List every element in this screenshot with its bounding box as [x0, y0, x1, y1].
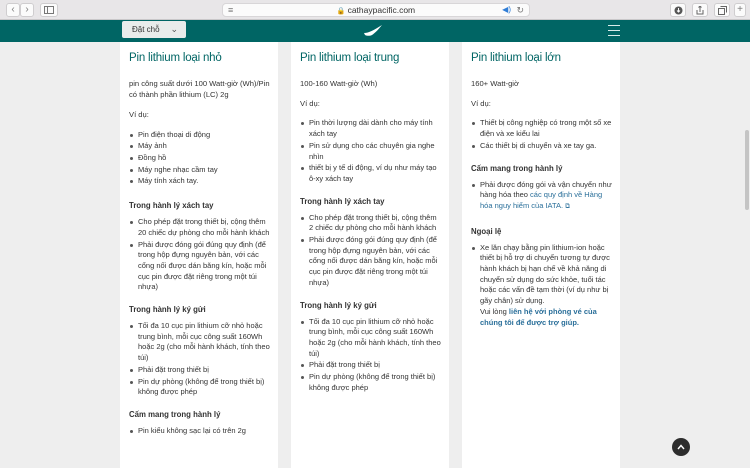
list-item: Pin dự phòng (không để trong thiết bị) không được phép	[300, 372, 441, 393]
speaker-icon[interactable]: ◀)	[502, 5, 511, 14]
section-list	[471, 180, 612, 213]
site-header	[0, 20, 750, 42]
tabs-icon	[718, 6, 727, 15]
list-item: Cho phép đặt trong thiết bị, cộng thêm 20 chiếc dự phòng cho mỗi hành khách	[129, 217, 270, 238]
examples-label: Ví dụ:	[300, 99, 320, 109]
section-heading: Cấm mang trong hành lý	[129, 409, 221, 419]
external-link-icon: ⧉	[565, 202, 570, 210]
list-item: Cho phép đặt trong thiết bị, cộng thêm 2 chiếc dự phòng cho mỗi hành khách	[300, 213, 441, 234]
share-button[interactable]	[692, 3, 708, 17]
column-title: Pin lithium loại trung	[300, 52, 400, 64]
section-list	[471, 243, 612, 329]
url-text: cathaypacific.com	[347, 5, 416, 15]
list-item: Các thiết bị di chuyển và xe tay ga.	[471, 141, 612, 152]
booking-dropdown[interactable]	[122, 21, 186, 38]
section-heading: Trong hành lý ký gửi	[129, 305, 206, 315]
list-item: Pin sử dụng cho các chuyên gia nghe nhìn	[300, 141, 441, 162]
section-list	[129, 321, 270, 398]
column-large-battery	[462, 42, 620, 468]
sidebar-icon	[44, 6, 54, 14]
contact-prefix: Vui lòng	[480, 306, 509, 316]
list-item: Phải đặt trong thiết bị	[300, 360, 441, 371]
column-description: 100-160 Watt-giờ (Wh)	[300, 79, 378, 88]
back-button[interactable]: ‹	[6, 3, 20, 17]
section-list	[300, 213, 441, 289]
list-item: Máy nghe nhạc cầm tay	[129, 165, 270, 176]
section-list	[300, 317, 441, 394]
list-item: Pin kiểu không sạc lại có trên 2g	[129, 426, 270, 437]
chevron-up-icon	[677, 444, 685, 450]
contact-ticket-office-link[interactable]: liên hệ với phòng vé của chúng tôi để được trợ giúp.	[480, 306, 597, 327]
column-title: Pin lithium loại nhỏ	[129, 52, 222, 64]
tabs-button[interactable]	[714, 3, 730, 17]
address-bar[interactable]	[222, 3, 530, 17]
list-item: Tối đa 10 cục pin lithium cỡ nhỏ hoặc trung bình, mỗi cục công suất 160Wh hoặc 2g (cho mỗi hành khách, tính theo túi)	[300, 317, 441, 360]
list-item	[471, 180, 612, 213]
section-heading: Ngoại lệ	[471, 226, 502, 236]
download-icon	[674, 6, 683, 15]
list-item: Pin thời lượng dài dành cho máy tính xách tay	[300, 118, 441, 139]
column-small-battery	[120, 42, 278, 468]
list-item: Phải đặt trong thiết bị	[129, 365, 270, 376]
list-item: Pin điện thoại di động	[129, 130, 270, 141]
menu-icon[interactable]	[608, 25, 620, 36]
column-description: 160+ Watt-giờ	[471, 79, 519, 88]
cathay-logo[interactable]	[363, 24, 383, 38]
column-title: Pin lithium loại lớn	[471, 52, 561, 64]
reload-icon[interactable]: ↻	[516, 5, 524, 15]
exception-text: Xe lăn chạy bằng pin lithium-ion hoặc thiết bị hỗ trợ di chuyển tương tự được hành khách bị hạn chế về khả năng di chuyển sử dụng do sức khỏe, tuổi tác hoặc các vấn đề tạm thời (ví dụ như bị gãy chân) sử dụng.	[480, 242, 610, 306]
list-item: Thiết bị công nghiệp có trong một số xe điện và xe kiểu lai	[471, 118, 612, 139]
list-item: Tối đa 10 cục pin lithium cỡ nhỏ hoặc trung bình, mỗi cục công suất 160Wh hoặc 2g (cho mỗi hành khách, tính theo túi)	[129, 321, 270, 364]
section-list	[129, 426, 270, 437]
ban-text: Phải được đóng gói và vận chuyển như hàng hóa theo	[480, 179, 612, 200]
column-medium-battery	[291, 42, 449, 468]
section-heading: Trong hành lý xách tay	[129, 201, 214, 211]
list-item: Phải được đóng gói đúng quy định (để trong hộp đựng nguyên bản, với các cổng nối được dán băng kín, hoặc mỗi cục pin được đặt riêng trong một túi nhựa)	[129, 240, 270, 294]
chevron-down-icon: ⌄	[170, 24, 178, 34]
forward-button[interactable]: ›	[20, 3, 34, 17]
list-item: thiết bị y tế di động, ví dụ như máy tạo ô-xy xách tay	[300, 163, 441, 184]
list-item: Đồng hồ	[129, 153, 270, 164]
booking-label: Đặt chỗ	[132, 25, 160, 34]
list-item: Pin dự phòng (không để trong thiết bị) không được phép	[129, 377, 270, 398]
back-to-top-button[interactable]	[672, 438, 690, 456]
examples-label: Ví dụ:	[471, 99, 491, 109]
downloads-button[interactable]	[670, 3, 686, 17]
list-item	[471, 243, 612, 329]
reader-icon[interactable]: ≡	[228, 5, 234, 15]
new-tab-button[interactable]: +	[734, 3, 746, 17]
list-item: Máy ảnh	[129, 141, 270, 152]
share-icon	[696, 6, 704, 15]
section-heading: Trong hành lý xách tay	[300, 196, 385, 206]
list-item: Phải được đóng gói đúng quy định (để trong hộp đựng nguyên bản, với các cổng nối được dán băng kín, hoặc mỗi cục pin được đặt riêng trong một túi nhựa)	[300, 235, 441, 289]
list-item: Máy tính xách tay.	[129, 176, 270, 187]
browser-toolbar	[0, 0, 750, 20]
examples-list	[300, 118, 441, 184]
sidebar-toggle-button[interactable]	[40, 3, 58, 17]
section-heading: Cấm mang trong hành lý	[471, 163, 563, 173]
lock-icon: 🔒	[336, 8, 346, 15]
examples-label: Ví dụ:	[129, 110, 149, 120]
examples-list	[471, 118, 612, 151]
section-list	[129, 217, 270, 293]
section-heading: Trong hành lý ký gửi	[300, 300, 377, 310]
page-scrollbar[interactable]	[745, 130, 749, 210]
examples-list	[129, 130, 270, 188]
iata-dangerous-goods-link[interactable]: các quy định về Hàng hóa nguy hiểm của IATA.	[480, 190, 603, 210]
column-description: pin công suất dưới 100 Watt-giờ (Wh)/Pin có thành phần lithium (LC) 2g	[129, 79, 270, 100]
